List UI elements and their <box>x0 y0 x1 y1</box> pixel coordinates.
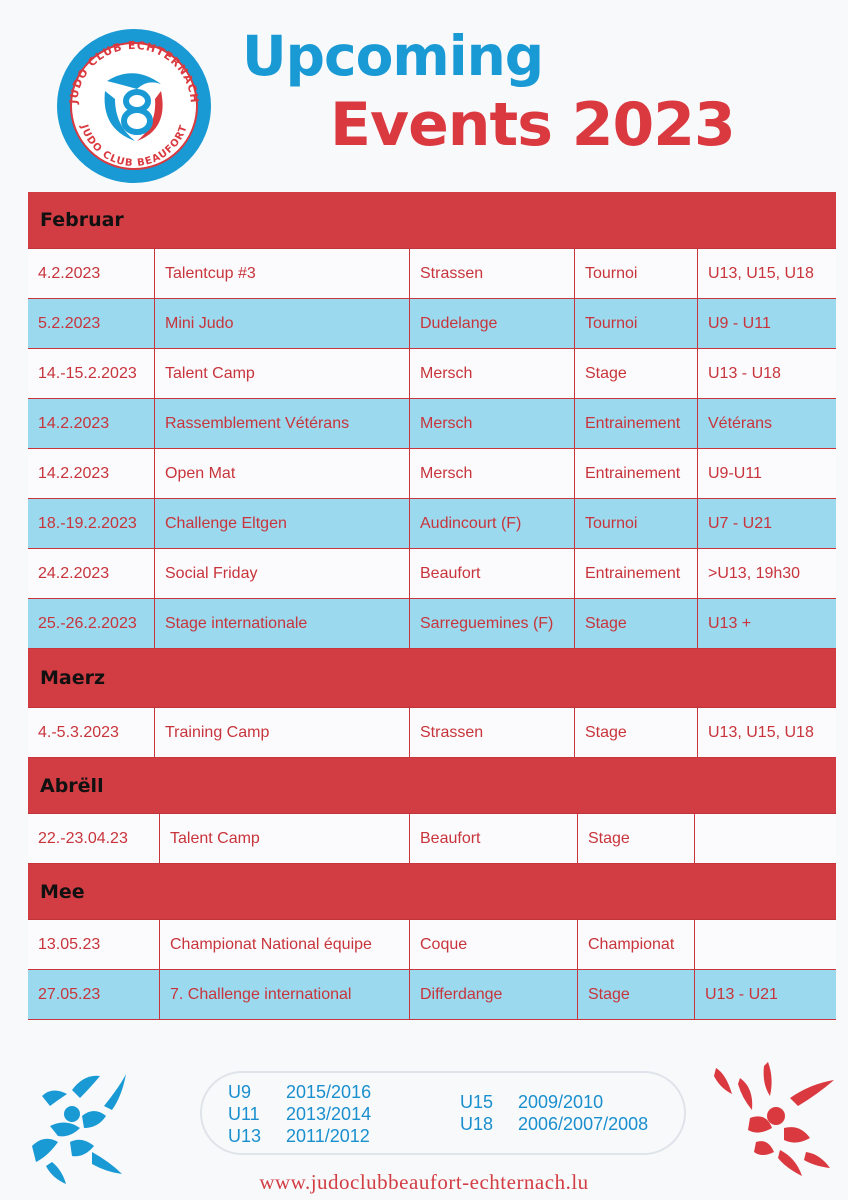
event-event: Open Mat <box>155 449 410 498</box>
event-ages <box>695 920 836 969</box>
age-group-years: 2009/2010 <box>518 1092 604 1112</box>
title-line-1: Upcoming <box>242 24 544 88</box>
age-group-label: U13 <box>228 1126 262 1146</box>
event-date: 25.-26.2.2023 <box>28 599 155 648</box>
event-place: Mersch <box>410 349 575 398</box>
event-place: Sarreguemines (F) <box>410 599 575 648</box>
event-date: 27.05.23 <box>28 970 160 1019</box>
club-logo <box>57 29 211 183</box>
logo-ring-text-top: JUDO CLUB ECHTERNACH <box>67 38 202 105</box>
event-place: Mersch <box>410 449 575 498</box>
event-date: 14.-15.2.2023 <box>28 349 155 398</box>
event-type: Tournoi <box>575 499 698 548</box>
event-date: 4.2.2023 <box>28 249 155 298</box>
age-group-label: U18 <box>460 1114 494 1134</box>
event-row <box>28 299 836 349</box>
age-group-years: 2006/2007/2008 <box>518 1114 649 1134</box>
event-event: Stage internationale <box>155 599 410 648</box>
event-row <box>28 499 836 549</box>
event-event: 7. Challenge international <box>160 970 410 1019</box>
age-group-label: U9 <box>228 1082 252 1102</box>
month-header: Februar <box>28 192 836 249</box>
event-place: Mersch <box>410 399 575 448</box>
event-event: Rassemblement Vétérans <box>155 399 410 448</box>
event-date: 22.-23.04.23 <box>28 814 160 863</box>
event-date: 13.05.23 <box>28 920 160 969</box>
event-ages: Vétérans <box>708 414 773 432</box>
event-event: Training Camp <box>155 708 410 757</box>
event-ages <box>695 814 836 863</box>
event-event: Mini Judo <box>155 299 410 348</box>
event-date: 24.2.2023 <box>28 549 155 598</box>
event-place: Strassen <box>410 249 575 298</box>
event-type: Tournoi <box>575 249 698 298</box>
event-type: Stage <box>575 599 698 648</box>
event-date: 14.2.2023 <box>28 399 155 448</box>
event-event: Social Friday <box>155 549 410 598</box>
event-type: Entrainement <box>575 449 698 498</box>
event-row <box>28 920 836 970</box>
judoka-illustration-right <box>710 1058 840 1183</box>
event-event: Championat National équipe <box>160 920 410 969</box>
event-type: Tournoi <box>575 299 698 348</box>
event-row <box>28 349 836 399</box>
age-group-years: 2013/2014 <box>286 1104 372 1124</box>
event-place: Beaufort <box>410 549 575 598</box>
event-place: Differdange <box>410 970 578 1019</box>
event-row <box>28 249 836 299</box>
event-type: Stage <box>578 814 695 863</box>
month-header: Maerz <box>28 649 836 708</box>
website-link[interactable]: www.judoclubbeaufort-echternach.lu <box>259 1170 589 1194</box>
logo-ring-text-bottom: JUDO CLUB BEAUFORT <box>78 123 190 170</box>
event-ages: U13, U15, U18 <box>708 264 814 282</box>
event-ages: U13, U15, U18 <box>708 723 814 741</box>
event-place: Dudelange <box>410 299 575 348</box>
event-place: Strassen <box>410 708 575 757</box>
age-group-label: U15 <box>460 1092 494 1112</box>
event-row <box>28 814 836 864</box>
event-ages: U13 + <box>708 614 752 632</box>
month-header: Abrëll <box>28 758 836 814</box>
event-row <box>28 549 836 599</box>
event-date: 4.-5.3.2023 <box>28 708 155 757</box>
event-type: Stage <box>575 708 698 757</box>
event-date: 5.2.2023 <box>28 299 155 348</box>
event-place: Coque <box>410 920 578 969</box>
event-ages: U13 - U21 <box>705 985 778 1003</box>
age-group-legend <box>200 1071 686 1155</box>
event-ages: U9-U11 <box>708 464 762 482</box>
event-ages: U9 - U11 <box>708 314 771 332</box>
age-group-years: 2015/2016 <box>286 1082 372 1102</box>
event-place: Beaufort <box>410 814 578 863</box>
event-place: Audincourt (F) <box>410 499 575 548</box>
event-ages: U7 - U21 <box>708 514 773 532</box>
event-row <box>28 449 836 499</box>
event-type: Championat <box>578 920 695 969</box>
event-event: Talentcup #3 <box>155 249 410 298</box>
event-row <box>28 399 836 449</box>
age-group-years: 2011/2012 <box>286 1126 370 1146</box>
month-header: Mee <box>28 864 836 920</box>
title-line-2: Events 2023 <box>330 90 735 160</box>
event-date: 14.2.2023 <box>28 449 155 498</box>
event-type: Entrainement <box>575 549 698 598</box>
event-row <box>28 599 836 649</box>
event-event: Talent Camp <box>160 814 410 863</box>
age-group-label: U11 <box>228 1104 260 1124</box>
judoka-illustration-left <box>22 1066 132 1186</box>
event-ages: >U13, 19h30 <box>708 564 801 582</box>
event-date: 18.-19.2.2023 <box>28 499 155 548</box>
event-type: Stage <box>578 970 695 1019</box>
event-ages: U13 - U18 <box>708 364 781 382</box>
event-row <box>28 708 836 758</box>
events-schedule <box>28 192 836 1020</box>
event-type: Entrainement <box>575 399 698 448</box>
event-row <box>28 970 836 1020</box>
event-type: Stage <box>575 349 698 398</box>
event-event: Talent Camp <box>155 349 410 398</box>
event-event: Challenge Eltgen <box>155 499 410 548</box>
